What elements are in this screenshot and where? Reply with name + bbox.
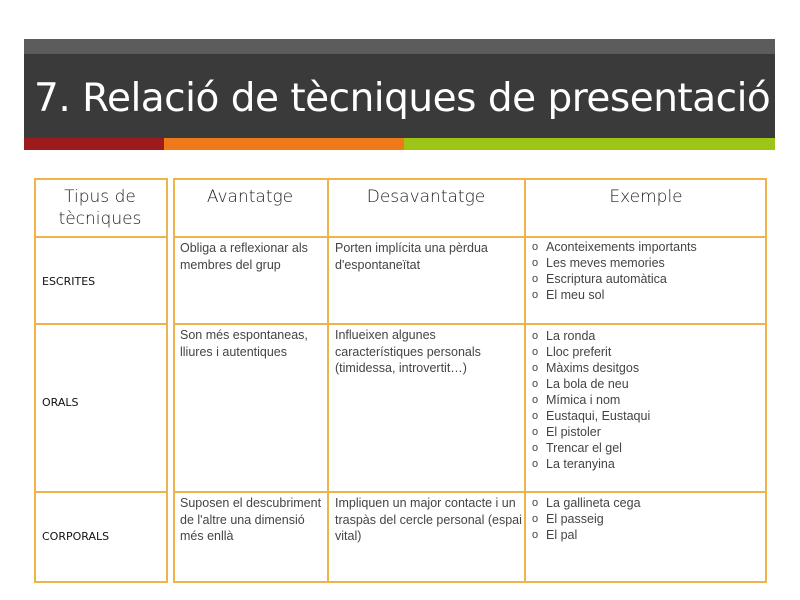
list-item: o La bola de neu xyxy=(532,376,650,392)
row-disadvantage: Impliquen un major contacte i un traspàs del cercle personal (espai vital) xyxy=(335,496,522,543)
accent-bar-red xyxy=(24,138,164,150)
example-list-2 xyxy=(532,328,650,472)
row-advantage: Suposen el descubriment de l'altre una dimensió més enllà xyxy=(180,496,322,543)
example-list-3 xyxy=(532,495,641,543)
row-advantage: Son més espontaneas, lliures i autentiques xyxy=(180,328,308,359)
accent-bar-green xyxy=(404,138,775,150)
row-advantage: Obliga a reflexionar als membres del grup xyxy=(180,241,308,272)
list-item: o La ronda xyxy=(532,328,650,344)
row-disadvantage: Influeixen algunes característiques personals (timidessa, introvertit…) xyxy=(335,328,481,375)
row-type-corporals: CORPORALS xyxy=(42,530,110,543)
list-item: o Aconteixements importants xyxy=(532,239,697,255)
type-header-frame xyxy=(34,178,168,238)
list-item: o Màxims desitgos xyxy=(532,360,650,376)
list-item: o El pistoler xyxy=(532,424,650,440)
slide-title: 7. Relació de tècniques de presentació xyxy=(34,76,771,121)
header-advantage: Avantatge xyxy=(206,187,294,207)
list-item: o La teranyina xyxy=(532,456,650,472)
list-item: o Eustaqui, Eustaqui xyxy=(532,408,650,424)
accent-bar-orange xyxy=(164,138,404,150)
list-item: o Les meves memories xyxy=(532,255,697,271)
list-item: o El meu sol xyxy=(532,287,697,303)
title-top-strip xyxy=(24,39,775,54)
list-item: o Mímica i nom xyxy=(532,392,650,408)
list-item: o El pal xyxy=(532,527,641,543)
title-bar xyxy=(24,39,775,138)
header-types: Tipus de tècniques xyxy=(58,187,142,229)
list-item: o Lloc preferit xyxy=(532,344,650,360)
list-item: o Escriptura automàtica xyxy=(532,271,697,287)
example-list-1 xyxy=(532,239,697,303)
row-type-escrites: ESCRITES xyxy=(42,275,96,288)
list-item: o La gallineta cega xyxy=(532,495,641,511)
header-example: Exemple xyxy=(609,187,683,207)
list-item: o Trencar el gel xyxy=(532,440,650,456)
list-item: o El passeig xyxy=(532,511,641,527)
techniques-table xyxy=(34,178,767,583)
header-disadvantage: Desavantatge xyxy=(366,187,486,207)
row-type-orals: ORALS xyxy=(42,396,79,409)
row-disadvantage: Porten implícita una pèrdua d'espontaneïtat xyxy=(335,241,488,272)
